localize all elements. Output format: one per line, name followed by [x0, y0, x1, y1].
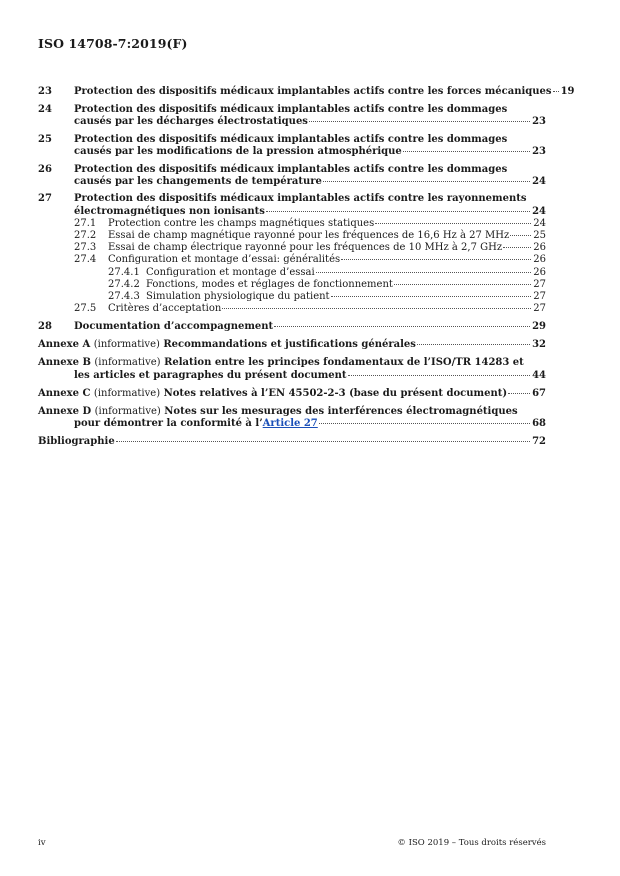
toc-subentry-27-1[interactable]: [38, 218, 546, 230]
annex-title-line1: Relation entre les principes fondamentaux de l’ISO/TR 14283 et: [164, 357, 524, 369]
toc-bibliography[interactable]: [38, 436, 546, 448]
annex-title: Recommandations et justifications générales: [163, 339, 416, 351]
toc-subentry-number: 27.4.3: [108, 291, 140, 303]
toc-subentry-number: 27.2: [74, 230, 97, 242]
annex-kind: (informative): [93, 387, 161, 399]
annex-title-line1: Notes sur les mesurages des interférences électromagnétiques: [164, 405, 518, 417]
toc-annex-c[interactable]: [38, 388, 546, 400]
toc-entry-title-line2: électromagnétiques non ionisants: [74, 205, 265, 217]
annex-kind: (informative): [94, 357, 161, 369]
document-header: ISO 14708-7:2019(F): [38, 36, 188, 51]
toc-entry-number: 25: [38, 133, 52, 145]
annex-label: Annexe C: [38, 387, 91, 399]
toc-page-number: 27: [533, 291, 546, 303]
toc-entry-title-line1: Protection des dispositifs médicaux implantables actifs contre les rayonnements: [74, 193, 527, 205]
toc-page-number: 27: [533, 303, 546, 315]
toc-page-number: 27: [533, 278, 546, 290]
toc-page-number: 19: [560, 86, 575, 97]
toc-page-number: 26: [533, 254, 546, 266]
copyright-notice: © ISO 2019 – Tous droits réservés: [397, 838, 546, 848]
toc-subentry-title: Critères d’acceptation: [108, 303, 222, 315]
toc-page-number: 24: [532, 175, 546, 187]
dot-leader: [331, 296, 532, 297]
dot-leader: [417, 344, 530, 345]
bibliography-title: Bibliographie: [38, 436, 115, 448]
dot-leader: [508, 393, 530, 394]
toc-subentry-27-4-2[interactable]: [38, 279, 546, 291]
dot-leader: [348, 375, 531, 376]
toc-entry-number: 23: [38, 86, 52, 97]
toc-entry-number: 27: [38, 193, 52, 205]
dot-leader: [116, 441, 530, 442]
toc-subentry-number: 27.4.1: [108, 266, 140, 278]
toc-page-number: 23: [532, 145, 546, 157]
toc-entry-24[interactable]: [38, 104, 546, 128]
dot-leader: [553, 91, 559, 92]
toc-annex-d[interactable]: [38, 406, 546, 430]
toc-entry-26[interactable]: [38, 164, 546, 188]
toc-entry-title-line1: Protection des dispositifs médicaux implantables actifs contre les dommages: [74, 103, 508, 115]
page-number-label: iv: [38, 838, 46, 848]
page-footer: [38, 838, 546, 848]
dot-leader: [274, 326, 530, 327]
table-of-contents: [38, 86, 575, 455]
toc-subentry-27-4[interactable]: [38, 254, 546, 266]
toc-subentry-number: 27.5: [74, 303, 97, 315]
toc-page-number: 67: [532, 387, 546, 399]
annex-title-line2: les articles et paragraphes du présent document: [74, 369, 347, 381]
toc-entry-28[interactable]: [38, 321, 546, 333]
toc-entry-title-line2: causés par les changements de température: [74, 175, 322, 187]
toc-subentry-27-4-3[interactable]: [38, 291, 546, 303]
toc-entry-title: Protection des dispositifs médicaux implantables actifs contre les forces mécaniques: [74, 86, 552, 97]
toc-entry-number: 26: [38, 163, 52, 175]
toc-subentry-title: Configuration et montage d’essai: généralités: [108, 254, 341, 266]
toc-entry-number: 28: [38, 321, 52, 333]
toc-entry-25[interactable]: [38, 134, 546, 158]
dot-leader: [503, 247, 531, 248]
toc-subentry-title: Essai de champ magnétique rayonné pour les fréquences de 16,6 Hz à 27 MHz: [108, 230, 510, 242]
dot-leader: [309, 121, 530, 122]
toc-subentry-number: 27.3: [74, 242, 97, 254]
toc-subentry-title: Simulation physiologique du patient: [146, 291, 330, 303]
dot-leader: [394, 284, 531, 285]
annex-label: Annexe B: [38, 357, 91, 369]
toc-page-number: 44: [532, 369, 546, 381]
dot-leader: [323, 181, 530, 182]
annex-title: Notes relatives à l’EN 45502-2-3 (base du présent document): [163, 387, 508, 399]
toc-page-number: 72: [532, 436, 546, 448]
toc-subsections-27: [38, 218, 546, 316]
toc-page-number: 32: [532, 339, 546, 351]
toc-page-number: 25: [533, 230, 546, 242]
dot-leader: [375, 223, 531, 224]
toc-page-number: 24: [532, 205, 546, 217]
annex-kind: (informative): [93, 339, 160, 351]
toc-entry-title-line2: causés par les décharges électrostatiques: [74, 115, 308, 127]
toc-annex-a[interactable]: [38, 339, 546, 351]
toc-subentry-title: Essai de champ électrique rayonné pour les fréquences de 10 MHz à 2,7 GHz: [108, 242, 503, 254]
toc-page-number: 29: [532, 321, 546, 333]
toc-page-number: 23: [532, 115, 546, 127]
toc-page-number: 26: [533, 242, 546, 254]
toc-subentry-number: 27.1: [74, 217, 97, 229]
toc-entry-title-line1: Protection des dispositifs médicaux implantables actifs contre les dommages: [74, 133, 508, 145]
annex-label: Annexe A: [38, 339, 91, 351]
toc-subentry-title: Protection contre les champs magnétiques statiques: [108, 217, 375, 229]
article-27-link[interactable]: Article 27: [262, 418, 318, 430]
toc-subentry-27-4-1[interactable]: [38, 267, 546, 279]
dot-leader: [341, 259, 531, 260]
toc-entry-23[interactable]: [38, 86, 575, 98]
toc-page-number: 24: [533, 217, 546, 229]
toc-page-number: 26: [533, 266, 546, 278]
dot-leader: [319, 423, 530, 424]
toc-entry-number: 24: [38, 103, 52, 115]
dot-leader: [222, 308, 531, 309]
annex-title-line2: pour démontrer la conformité à l’: [74, 418, 263, 430]
toc-subentry-27-5[interactable]: [38, 303, 546, 315]
annex-label: Annexe D: [38, 405, 92, 417]
toc-subentry-number: 27.4.2: [108, 278, 140, 290]
toc-entry-title-line2: causés par les modifications de la pression atmosphérique: [74, 145, 402, 157]
dot-leader: [266, 211, 530, 212]
toc-subentry-27-2[interactable]: [38, 230, 546, 242]
toc-entry-27[interactable]: [38, 193, 546, 217]
toc-page-number: 68: [532, 418, 546, 430]
toc-subentry-title: Configuration et montage d’essai: [146, 266, 315, 278]
toc-subentry-number: 27.4: [74, 254, 97, 266]
dot-leader: [316, 272, 532, 273]
dot-leader: [403, 151, 530, 152]
toc-annex-b[interactable]: [38, 357, 546, 381]
dot-leader: [510, 235, 531, 236]
toc-entry-title-line1: Protection des dispositifs médicaux implantables actifs contre les dommages: [74, 163, 508, 175]
toc-subentry-27-3[interactable]: [38, 242, 546, 254]
annex-kind: (informative): [94, 405, 161, 417]
toc-subentry-title: Fonctions, modes et réglages de fonctionnement: [146, 278, 393, 290]
toc-entry-title: Documentation d’accompagnement: [74, 321, 274, 333]
